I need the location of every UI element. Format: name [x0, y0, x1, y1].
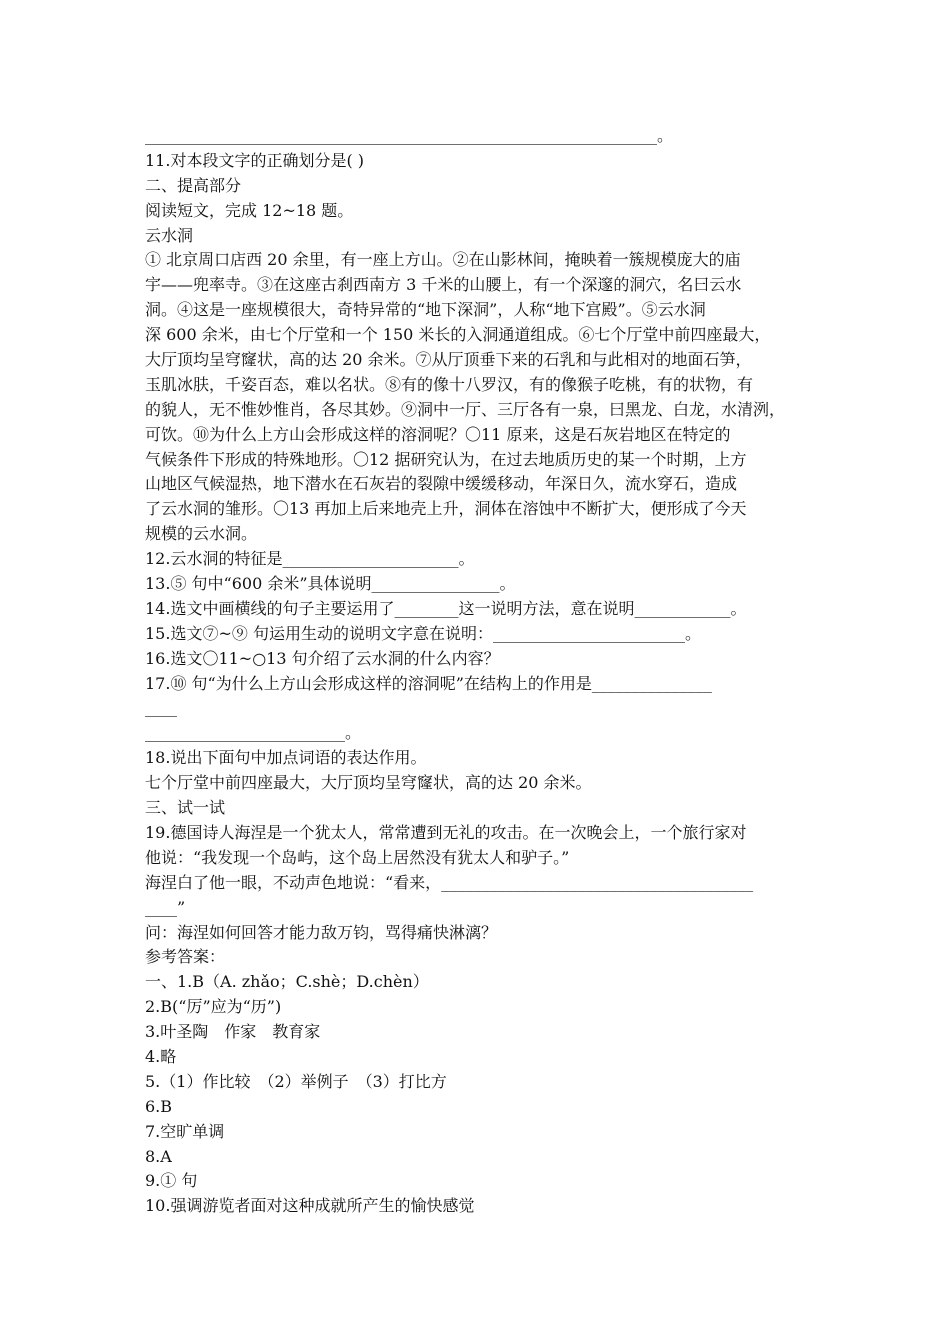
- question-12: 12.云水洞的特征是______________________。: [145, 549, 475, 569]
- document-page: [145, 124, 813, 1219]
- answer-item: 6.B: [145, 1096, 173, 1116]
- answer-item: 9.① 句: [145, 1171, 198, 1191]
- answer-item: 3.叶圣陶 作家 教育家: [145, 1022, 321, 1042]
- answer-item: 8.A: [145, 1146, 172, 1166]
- passage-line: 规模的云水洞。: [145, 524, 258, 544]
- section-2-heading: 二、提高部分: [145, 175, 242, 195]
- answer-item: 7.空旷单调: [145, 1121, 225, 1141]
- question-13: 13.⑤ 句中“600 余米”具体说明________________。: [145, 574, 516, 594]
- passage-line: 了云水洞的雏形。〇13 再加上后来地壳上升，洞体在溶蚀中不断扩大，便形成了今天: [145, 499, 747, 519]
- question-19-line-4: ____”: [145, 897, 186, 917]
- passage-line: 气候条件下形成的特殊地形。〇12 据研究认为，在过去地质历史的某一个时期，上方: [145, 449, 747, 469]
- passage-line: 山地区气候湿热，地下潜水在石灰岩的裂隙中缓缓移动，年深日久，流水穿石，造成: [145, 474, 738, 494]
- answer-item: 10.强调游览者面对这种成就所产生的愉快感觉: [145, 1196, 475, 1216]
- question-14: 14.选文中画横线的句子主要运用了________这一说明方法，意在说明____________。: [145, 598, 747, 618]
- question-18: 18.说出下面句中加点词语的表达作用。: [145, 748, 427, 768]
- section-3-heading: 三、试一试: [145, 798, 226, 818]
- question-16: 16.选文〇11~○13 句介绍了云水洞的什么内容？: [145, 648, 500, 668]
- passage-line: 玉肌冰肤，千姿百态，难以名状。⑧有的像十八罗汉，有的像猴子吃桃，有的状物，有: [145, 374, 754, 394]
- passage-line: 宇——兜率寺。③在这座古刹西南方 3 千米的山腰上，有一个深邃的洞穴，名曰云水: [145, 275, 742, 295]
- question-17-line-2: ____: [145, 698, 177, 718]
- question-11: 11.对本段文字的正确划分是( ): [145, 150, 365, 170]
- answer-item: 5.（1）作比较 （2）举例子 （3）打比方: [145, 1071, 447, 1091]
- top-answer-blank: ________________________________________________________________。: [145, 126, 673, 145]
- question-19-line-1: 19.德国诗人海涅是一个犹太人，常常遭到无礼的攻击。在一次晚会上，一个旅行家对: [145, 822, 747, 842]
- passage-line: 可饮。⑩为什么上方山会形成这样的溶洞呢？〇11 原来，这是石灰岩地区在特定的: [145, 424, 731, 444]
- passage-line: 的貌人，无不惟妙惟肖，各尽其妙。⑨洞中一厅、三厅各有一泉，曰黑龙、白龙，水清洌，: [145, 399, 786, 419]
- passage-line: ① 北京周口店西 20 余里，有一座上方山。②在山影林间，掩映着一簇规模庞大的庙: [145, 250, 741, 270]
- question-19-line-3: 海涅白了他一眼，不动声色地说：“看来，_______________________________________: [145, 872, 754, 892]
- reading-instruction: 阅读短文，完成 12~18 题。: [145, 200, 354, 220]
- question-17-line-3: _________________________。: [145, 723, 362, 743]
- answer-key-heading: 参考答案：: [145, 947, 226, 967]
- passage-line: 大厅顶均呈穹窿状，高的达 20 余米。⑦从厅顶垂下来的石乳和与此相对的地面石笋，: [145, 350, 752, 370]
- answer-item: 4.略: [145, 1046, 177, 1066]
- question-15: 15.选文⑦~⑨ 句运用生动的说明文字意在说明：________________________。: [145, 623, 701, 643]
- passage-line: 深 600 余米，由七个厅堂和一个 150 米长的入洞通道组成。⑥七个厅堂中前四座最大，: [145, 325, 771, 345]
- answer-item: 2.B(“厉”应为“历”): [145, 997, 282, 1017]
- question-18-sentence: 七个厅堂中前四座最大，大厅顶均呈穹窿状，高的达 20 余米。: [145, 773, 592, 793]
- question-19-prompt: 问：海涅如何回答才能力敌万钧，骂得痛快淋漓？: [145, 922, 498, 942]
- passage-line: 洞。④这是一座规模很大，奇特异常的“地下深洞”，人称“地下宫殿”。⑤云水洞: [145, 300, 706, 320]
- answer-item: 一、1.B（A. zhǎo；C.shè；D.chèn）: [145, 972, 429, 992]
- passage-title: 云水洞: [145, 225, 194, 245]
- question-19-line-2: 他说：“我发现一个岛屿，这个岛上居然没有犹太人和驴子。”: [145, 847, 570, 867]
- question-17-line-1: 17.⑩ 句“为什么上方山会形成这样的溶洞呢”在结构上的作用是_______________: [145, 673, 712, 693]
